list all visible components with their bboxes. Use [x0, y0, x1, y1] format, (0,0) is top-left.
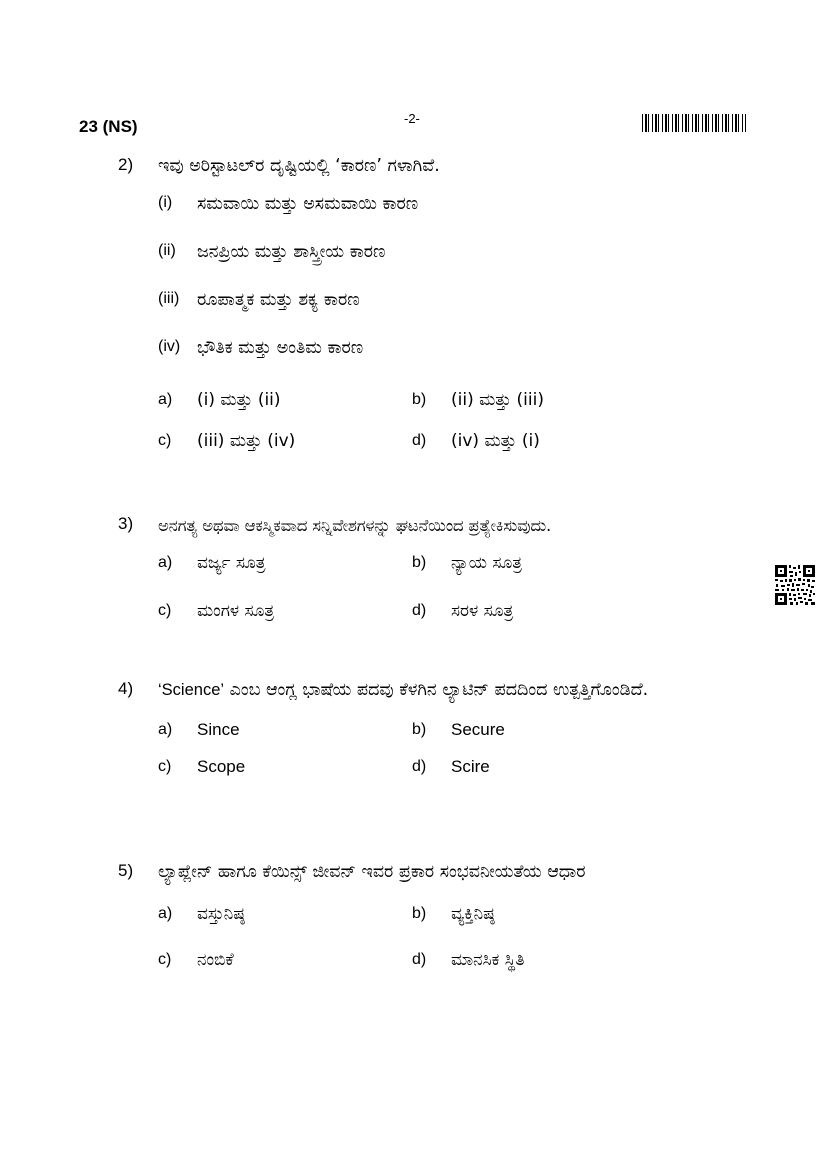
option-letter: a) — [158, 721, 173, 738]
statement — [118, 290, 748, 338]
question-number: 2) — [118, 155, 134, 174]
option-text: (ii) ಮತ್ತು (iii) — [451, 390, 544, 410]
statement-marker: (i) — [158, 194, 173, 211]
option-text: (i) ಮತ್ತು (ii) — [197, 390, 281, 410]
options — [118, 390, 748, 472]
option-letter: c) — [158, 602, 172, 619]
option-letter: c) — [158, 951, 172, 968]
option-text: ವ್ಯಕ್ತಿನಿಷ್ಠ — [451, 904, 495, 924]
paper-code: 23 (NS) — [79, 117, 138, 136]
option-letter: c) — [158, 432, 172, 449]
question-text-kannada: ಎಂಬ ಆಂಗ್ಲ ಭಾಷೆಯ ಪದವು ಕೆಳಗಿನ ಲ್ಯಾಟಿನ್ ಪದದಿಂದ ಉತ್ಪತ್ತಿಗೊಂಡಿದೆ. — [224, 680, 649, 700]
statement-marker: (ii) — [158, 242, 176, 259]
question-text: ಅನಗತ್ಯ ಅಥವಾ ಆಕಸ್ಮಿಕವಾದ ಸನ್ನಿವೇಶಗಳನ್ನು ಘಟನೆಯಿಂದ ಪ್ರತ್ಯೇಕಿಸುವುದು. — [158, 516, 552, 535]
statement — [118, 242, 748, 290]
question-2 — [118, 149, 748, 472]
option-text: ವಸ್ತುನಿಷ್ಠ — [197, 904, 245, 924]
question-text — [158, 673, 748, 708]
question-text: ಲ್ಯಾಪ್ಲೇನ್ ಹಾಗೂ ಕೆಯಿನ್ಸ್ ಜೀವನ್ ಇವರ ಪ್ರಕಾರ ಸಂಭವನೀಯತೆಯ ಆಧಾರ — [158, 862, 586, 882]
page-number: -2- — [404, 111, 420, 126]
barcode — [642, 114, 746, 132]
question-text-latin: ‘Science’ — [158, 681, 225, 699]
option-letter: a) — [158, 905, 173, 922]
option-text: Secure — [451, 720, 505, 739]
option-text: Scope — [197, 757, 246, 776]
option-letter: b) — [412, 905, 427, 922]
option-text: ಸರಳ ಸೂತ್ರ — [451, 601, 514, 621]
options — [118, 553, 748, 642]
question-3 — [118, 508, 748, 642]
option-letter: a) — [158, 554, 173, 571]
statement-text: ಭೌತಿಕ ಮತ್ತು ಅಂತಿಮ ಕಾರಣ — [197, 338, 364, 358]
option-text: Scire — [451, 757, 490, 776]
option-text: (iv) ಮತ್ತು (i) — [451, 431, 540, 451]
question-number: 5) — [118, 861, 134, 880]
statement-text: ಜನಪ್ರಿಯ ಮತ್ತು ಶಾಸ್ತ್ರೀಯ ಕಾರಣ — [197, 242, 386, 262]
options — [118, 720, 748, 798]
option-text: Since — [197, 720, 240, 739]
question-number: 4) — [118, 679, 134, 698]
option-letter: b) — [412, 554, 427, 571]
statement-text: ಸಮವಾಯಿ ಮತ್ತು ಅಸಮವಾಯಿ ಕಾರಣ — [197, 194, 419, 214]
option-letter: b) — [412, 391, 427, 408]
statement-marker: (iii) — [158, 290, 180, 307]
option-letter: d) — [412, 602, 427, 619]
question-5 — [118, 855, 748, 991]
question-4 — [118, 673, 748, 798]
option-letter: d) — [412, 758, 427, 775]
options — [118, 904, 748, 991]
statement-text: ರೂಪಾತ್ಮಕ ಮತ್ತು ಶಕ್ಯ ಕಾರಣ — [197, 290, 360, 310]
statement — [118, 194, 748, 242]
option-letter: b) — [412, 721, 427, 738]
option-text: ನಂಬಿಕೆ — [197, 950, 234, 970]
qr-code — [775, 565, 815, 605]
option-text: ನ್ಯಾಯ ಸೂತ್ರ — [451, 553, 523, 573]
question-number: 3) — [118, 514, 134, 533]
option-text: ವರ್ಜ್ಯ ಸೂತ್ರ — [197, 553, 266, 573]
option-letter: a) — [158, 391, 173, 408]
option-letter: c) — [158, 758, 172, 775]
option-letter: d) — [412, 432, 427, 449]
option-letter: d) — [412, 951, 427, 968]
statement — [118, 338, 748, 386]
option-text: ಮಂಗಳ ಸೂತ್ರ — [197, 601, 275, 621]
statement-marker: (iv) — [158, 338, 181, 355]
question-text: ಇವು ಅರಿಸ್ಟಾಟಲ್‌ರ ದೃಷ್ಟಿಯಲ್ಲಿ ‘ಕಾರಣ’ ಗಳಾಗಿವೆ. — [158, 156, 440, 176]
option-text: (iii) ಮತ್ತು (iv) — [197, 431, 296, 451]
option-text: ಮಾನಸಿಕ ಸ್ಥಿತಿ — [451, 950, 525, 970]
